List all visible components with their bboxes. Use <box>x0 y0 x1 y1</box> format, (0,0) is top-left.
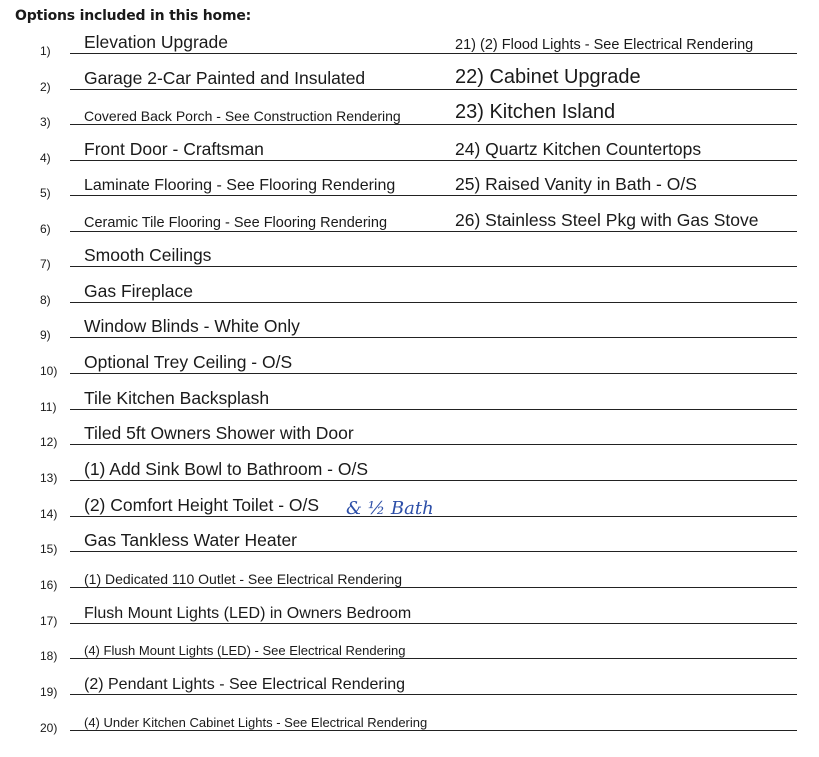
row-number: 15) <box>40 542 58 556</box>
underline <box>70 587 797 588</box>
handwritten-note: & ½ Bath <box>346 498 434 519</box>
option-text: (1) Add Sink Bowl to Bathroom - O/S <box>84 459 369 479</box>
option-row-14 <box>0 493 819 523</box>
option-text: Flush Mount Lights (LED) in Owners Bedroom <box>84 605 412 622</box>
row-number: 10) <box>40 364 58 378</box>
option-text: Laminate Flooring - See Flooring Rendering <box>84 177 396 194</box>
underline <box>70 658 797 659</box>
row-number: 8) <box>40 293 51 307</box>
option-text: Tile Kitchen Backsplash <box>84 388 270 408</box>
option-text-right: 25) Raised Vanity in Bath - O/S <box>455 174 697 194</box>
page-heading: Options included in this home: <box>15 8 252 24</box>
option-text: Front Door - Craftsman <box>84 139 264 159</box>
underline <box>70 195 797 196</box>
underline <box>70 231 797 232</box>
underline <box>70 53 797 54</box>
underline <box>70 730 797 731</box>
row-number: 1) <box>40 44 51 58</box>
row-number: 2) <box>40 80 51 94</box>
option-text: Tiled 5ft Owners Shower with Door <box>84 423 354 443</box>
option-row-13 <box>0 457 819 487</box>
option-text: (2) Comfort Height Toilet - O/S <box>84 495 320 515</box>
underline <box>70 694 797 695</box>
row-number: 20) <box>40 721 58 735</box>
row-number: 19) <box>40 685 58 699</box>
option-row-19 <box>0 671 819 701</box>
underline <box>70 89 797 90</box>
option-row-2 <box>0 66 819 96</box>
option-row-11 <box>0 386 819 416</box>
option-row-1 <box>0 30 819 60</box>
option-row-5 <box>0 172 819 202</box>
option-text: Window Blinds - White Only <box>84 316 300 336</box>
option-text-right: 26) Stainless Steel Pkg with Gas Stove <box>455 210 759 230</box>
row-number: 7) <box>40 257 51 271</box>
row-number: 12) <box>40 435 58 449</box>
option-text: (1) Dedicated 110 Outlet - See Electrical Rendering <box>84 571 403 587</box>
row-number: 11) <box>40 400 57 414</box>
underline <box>70 266 797 267</box>
underline <box>70 302 797 303</box>
row-number: 13) <box>40 471 58 485</box>
option-text: Covered Back Porch - See Construction Rendering <box>84 108 401 124</box>
row-number: 4) <box>40 151 51 165</box>
underline <box>70 444 797 445</box>
underline <box>70 160 797 161</box>
option-text: Garage 2-Car Painted and Insulated <box>84 68 366 88</box>
row-number: 5) <box>40 186 51 200</box>
row-number: 6) <box>40 222 51 236</box>
row-number: 14) <box>40 507 58 521</box>
option-row-17 <box>0 600 819 630</box>
option-row-7 <box>0 243 819 273</box>
underline <box>70 373 797 374</box>
row-number: 9) <box>40 328 51 342</box>
option-text: Optional Trey Ceiling - O/S <box>84 352 293 372</box>
option-text: Elevation Upgrade <box>84 32 228 52</box>
underline <box>70 337 797 338</box>
option-text: Gas Fireplace <box>84 281 193 301</box>
option-row-12 <box>0 421 819 451</box>
option-text: (2) Pendant Lights - See Electrical Rendering <box>84 676 406 693</box>
option-text: Smooth Ceilings <box>84 245 212 265</box>
option-text-right: 24) Quartz Kitchen Countertops <box>455 139 702 159</box>
option-text-right: 21) (2) Flood Lights - See Electrical Rendering <box>455 37 754 53</box>
option-text-right: 23) Kitchen Island <box>455 101 616 123</box>
underline <box>70 480 797 481</box>
option-text: (4) Under Kitchen Cabinet Lights - See Electrical Rendering <box>84 715 428 730</box>
option-row-16 <box>0 564 819 594</box>
underline <box>70 409 797 410</box>
option-text-right: 22) Cabinet Upgrade <box>455 66 641 88</box>
row-number: 17) <box>40 614 58 628</box>
underline <box>70 124 797 125</box>
option-text: Gas Tankless Water Heater <box>84 530 297 550</box>
row-number: 3) <box>40 115 51 129</box>
underline <box>70 551 797 552</box>
option-row-15 <box>0 528 819 558</box>
option-row-8 <box>0 279 819 309</box>
row-number: 16) <box>40 578 58 592</box>
option-text: (4) Flush Mount Lights (LED) - See Electrical Rendering <box>84 643 406 658</box>
option-row-9 <box>0 314 819 344</box>
underline <box>70 623 797 624</box>
option-text: Ceramic Tile Flooring - See Flooring Rendering <box>84 215 388 231</box>
option-row-4 <box>0 137 819 167</box>
option-row-18 <box>0 635 819 665</box>
option-row-6 <box>0 208 819 238</box>
option-row-3 <box>0 101 819 131</box>
option-row-20 <box>0 707 819 737</box>
row-number: 18) <box>40 649 58 663</box>
option-row-10 <box>0 350 819 380</box>
